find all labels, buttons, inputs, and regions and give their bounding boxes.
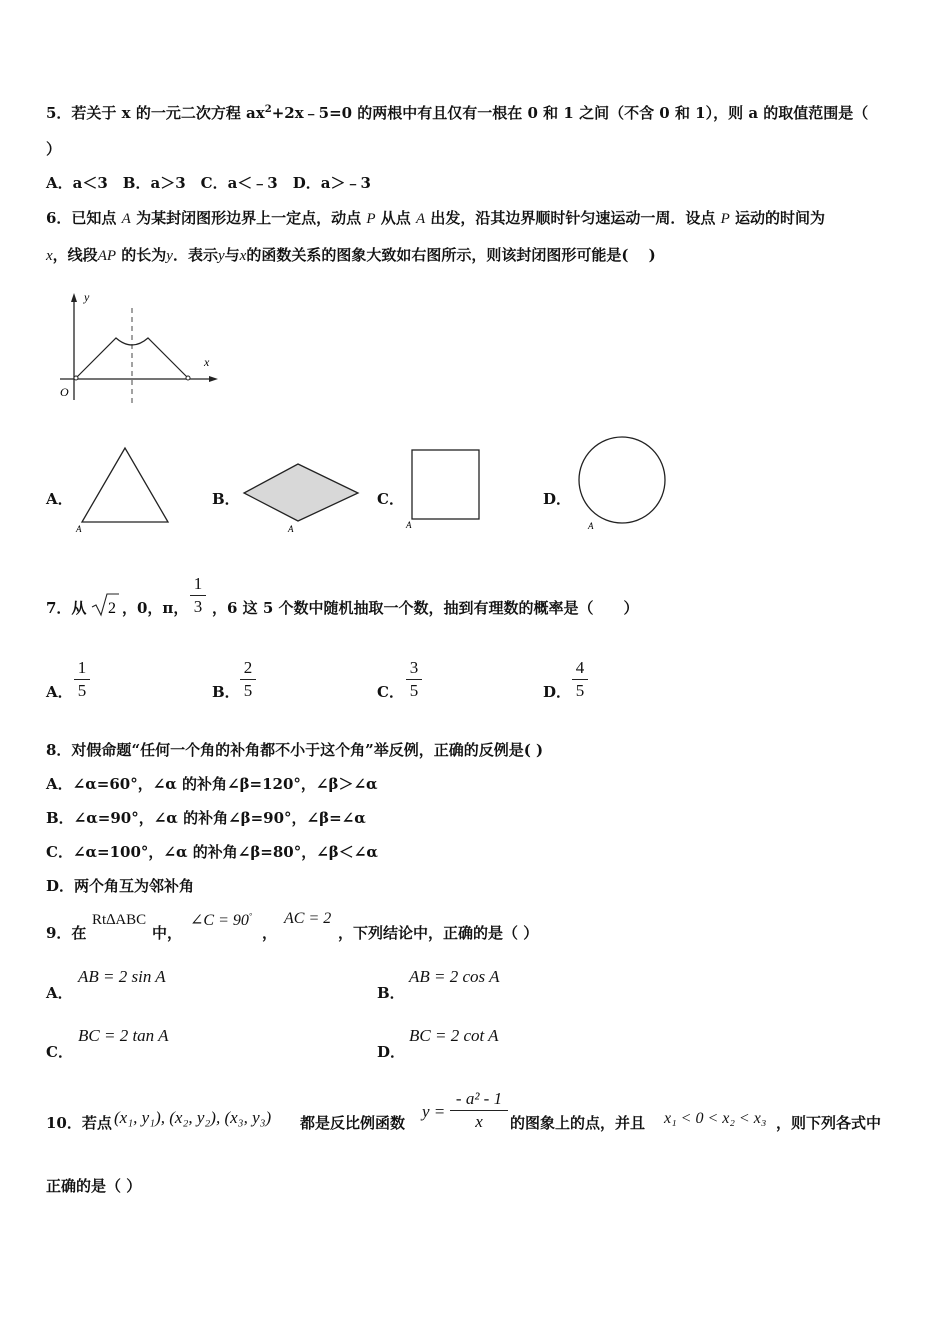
q7-option-a-fraction: 1 5 bbox=[74, 658, 90, 701]
svg-text:A: A bbox=[406, 520, 412, 530]
q6-option-d-circle bbox=[576, 432, 672, 532]
q7-option-b-label: B． bbox=[212, 683, 240, 701]
q7-option-d-fraction: 4 5 bbox=[572, 658, 588, 701]
q8-option-b: B．∠α=90°，∠α 的补角∠β=90°，∠β=∠α bbox=[46, 809, 366, 827]
q9-option-a-expr: AB = 2 sin A bbox=[78, 967, 166, 986]
q10-points: (x₁, y₁), (x₂, y₂), (x₃, y₃) bbox=[114, 1108, 272, 1127]
q10-func-fraction: - a² - 1 x bbox=[450, 1089, 508, 1132]
svg-text:A: A bbox=[588, 521, 594, 531]
q8-stem: 8．对假命题“任何一个角的补角都不小于这个角”举反例，正确的反例是( ) bbox=[46, 741, 544, 759]
q6-option-c-square bbox=[404, 444, 486, 530]
q6-option-a-label: A． bbox=[46, 490, 73, 508]
q9-option-b-expr: AB = 2 cos A bbox=[409, 967, 500, 986]
q9-option-d-label: D． bbox=[377, 1043, 406, 1061]
q10-prefix: 10．若点 bbox=[46, 1114, 112, 1132]
q10-func-lhs: y = bbox=[422, 1102, 446, 1121]
q9-prefix: 9．在 bbox=[46, 924, 87, 942]
q7-sqrt bbox=[90, 592, 120, 618]
svg-text:A: A bbox=[76, 524, 82, 534]
q7-suffix: ，6 这 5 个数中随机抽取一个数，抽到有理数的概率是（ ） bbox=[212, 599, 639, 617]
q7-option-d-label: D． bbox=[543, 683, 572, 701]
q10-after-func: 的图象上的点，并且 bbox=[510, 1114, 646, 1132]
q6-option-a-triangle bbox=[74, 440, 174, 534]
q9-option-c-expr: BC = 2 tan A bbox=[78, 1026, 169, 1045]
svg-text:2: 2 bbox=[108, 600, 116, 617]
q10-inequality: x₁ < 0 < x₂ < x₃ bbox=[664, 1110, 767, 1127]
q10-suffix: ，则下列各式中 bbox=[776, 1114, 882, 1132]
q6-stem-line2: x，线段AP 的长为y．表示y与x的函数关系的图象大致如右图所示，则该封闭图形可能是( ) bbox=[46, 246, 656, 264]
graph-origin-label: O bbox=[60, 385, 69, 399]
q9-angle-c: ∠C = 90° bbox=[190, 911, 253, 929]
q8-option-c: C．∠α=100°，∠α 的补角∠β=80°，∠β＜∠α bbox=[46, 843, 378, 861]
q8-option-d: D．两个角互为邻补角 bbox=[46, 877, 195, 895]
svg-text:A: A bbox=[288, 524, 294, 534]
q9-option-b-label: B． bbox=[377, 984, 405, 1002]
q9-triangle: Rt∆ABC bbox=[92, 912, 147, 928]
q5-stem: 5．若关于 x 的一元二次方程 $ax^2+2x﹣5=0$ 的两根中有且仅有一根在 0 和 1 之间（不含 0 和 1），则 a 的取值范围是（ bbox=[46, 104, 869, 122]
graph-x-label: x bbox=[204, 355, 210, 369]
q7-middle: ，0，π， bbox=[122, 599, 189, 617]
q7-prefix: 7．从 bbox=[46, 599, 87, 617]
q6-option-d-label: D． bbox=[543, 490, 572, 508]
q9-suffix: ，下列结论中，正确的是（ ） bbox=[338, 924, 539, 942]
q7-option-b-fraction: 2 5 bbox=[240, 658, 256, 701]
q6-function-graph bbox=[52, 288, 222, 408]
q9-comma: ， bbox=[262, 924, 278, 942]
q7-option-c-fraction: 3 5 bbox=[406, 658, 422, 701]
q6-option-b-rhombus bbox=[240, 458, 364, 534]
q10-line2: 正确的是（ ） bbox=[46, 1177, 142, 1195]
q5-stem-close: ） bbox=[46, 140, 62, 158]
q9-option-c-label: C． bbox=[46, 1043, 73, 1061]
q9-option-a-label: A． bbox=[46, 984, 73, 1002]
q9-ac: AC = 2 bbox=[284, 910, 332, 927]
q7-option-a-label: A． bbox=[46, 683, 73, 701]
q8-option-a: A．∠α=60°，∠α 的补角∠β=120°，∠β＞∠α bbox=[46, 775, 378, 793]
graph-y-label: y bbox=[84, 290, 90, 304]
q5-options: A．a＜3 B．a＞3 C．a＜﹣3 D．a＞﹣3 bbox=[46, 174, 371, 192]
q10-middle: 都是反比例函数 bbox=[300, 1114, 406, 1132]
q6-stem-line1: 6．已知点 A 为某封闭图形边界上一定点，动点 P 从点 A 出发，沿其边界顺时针匀速运动一周．设点 P 运动的时间为 bbox=[46, 209, 826, 227]
q9-option-d-expr: BC = 2 cot A bbox=[409, 1026, 499, 1045]
q9-zhong: 中， bbox=[152, 924, 183, 942]
q7-fraction-one-third: 1 3 bbox=[190, 574, 206, 617]
q7-option-c-label: C． bbox=[377, 683, 404, 701]
q6-option-c-label: C． bbox=[377, 490, 404, 508]
q6-option-b-label: B． bbox=[212, 490, 240, 508]
